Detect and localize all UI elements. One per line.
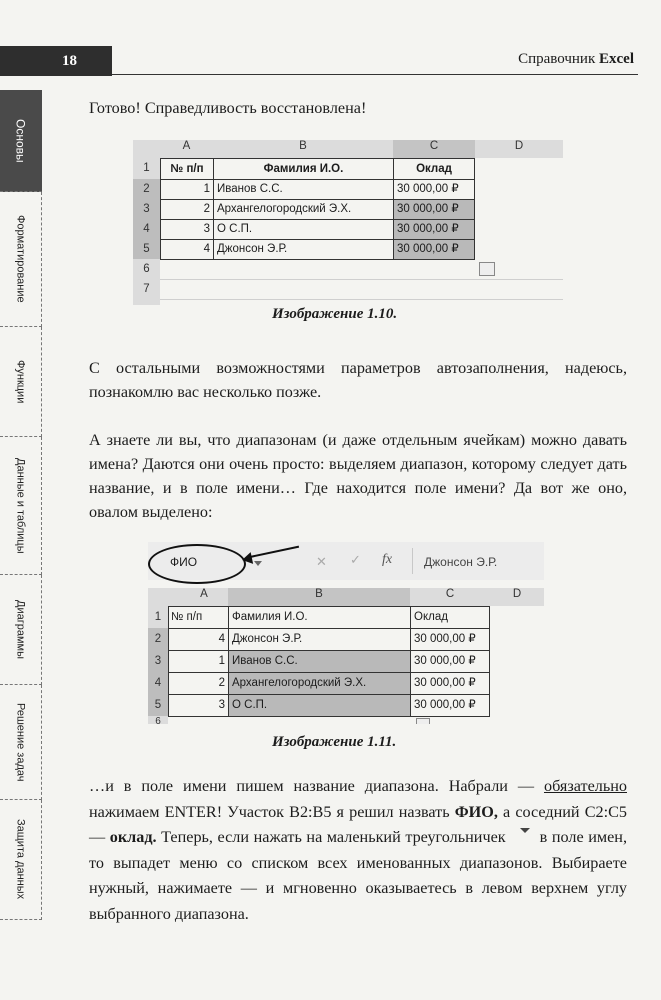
table-cell: Джонсон Э.Р. — [228, 628, 411, 651]
column-header: B — [213, 140, 393, 158]
table-cell: 30 000,00 ₽ — [393, 239, 475, 260]
tab-charts — [0, 575, 42, 685]
page-number: 18 — [62, 53, 77, 69]
table-header-cell: Фамилия И.О. — [228, 606, 411, 629]
column-header: C — [393, 140, 475, 158]
tab-label: Основы — [13, 118, 28, 163]
table-cell: О С.П. — [228, 694, 411, 717]
tab-label: Функции — [14, 359, 27, 404]
table-cell: 30 000,00 ₽ — [410, 628, 490, 651]
table-cell: 2 — [160, 199, 214, 220]
arrow-head-icon — [241, 552, 253, 566]
dropdown-triangle-icon — [520, 828, 530, 833]
row-header: 2 — [133, 179, 160, 199]
running-title-bold: Excel — [599, 51, 634, 67]
table-cell: 30 000,00 ₽ — [393, 179, 475, 200]
para4-bold: ФИО, — [454, 802, 498, 821]
tab-solving — [0, 685, 42, 800]
autofill-options-icon[interactable] — [479, 262, 495, 276]
table-cell: 2 — [168, 672, 229, 695]
paragraph-4 — [89, 774, 627, 927]
table-cell: 30 000,00 ₽ — [393, 199, 475, 220]
para4-text: в поле имен, то выпадет меню со списком всех именованных диапазонов. Выбираете нужный, нажимаете — и мгновенно оказываетесь в левом верхнем углу выбранного диапазона. — [89, 828, 628, 923]
para4-bold: оклад. — [109, 828, 157, 846]
tab-protection — [0, 800, 42, 920]
figure-2-caption: Изображение 1.11. — [272, 734, 397, 750]
cancel-icon[interactable]: ✕ — [316, 554, 327, 569]
table-header-cell: Оклад — [410, 606, 490, 629]
row-header: 4 — [148, 672, 168, 694]
tab-label: Решение задач — [14, 702, 27, 782]
running-title — [518, 51, 634, 68]
table-cell: Иванов С.С. — [228, 650, 411, 673]
row-header: 1 — [148, 606, 168, 628]
row-header-partial — [133, 299, 160, 305]
excel-figure-1 — [133, 140, 563, 305]
row-header: 6 — [133, 259, 160, 279]
column-header: D — [475, 140, 563, 158]
tab-functions — [0, 327, 42, 437]
table-cell: Иванов С.С. — [213, 179, 394, 200]
formula-input[interactable]: Джонсон Э.Р. — [424, 555, 498, 569]
table-cell: 30 000,00 ₽ — [410, 650, 490, 673]
autofill-options-icon[interactable] — [416, 718, 430, 724]
paragraph-1: Готово! Справедливость восстановлена! — [89, 99, 367, 117]
confirm-icon[interactable]: ✓ — [350, 552, 361, 567]
grid-line — [160, 279, 563, 280]
table-header-cell: № п/п — [168, 606, 229, 629]
name-box-dropdown-icon[interactable] — [254, 561, 262, 566]
table-cell: О С.П. — [213, 219, 394, 240]
table-cell: Архангелогородский Э.Х. — [213, 199, 394, 220]
fx-icon[interactable]: fx — [382, 552, 393, 567]
formula-separator — [412, 548, 413, 574]
table-cell: 1 — [168, 650, 229, 673]
para4-text: Теперь, если нажать на маленький треугольничек — [156, 828, 506, 846]
column-header: A — [180, 588, 228, 606]
table-header-cell: Фамилия И.О. — [213, 158, 394, 180]
tab-label: Защита данных — [14, 819, 27, 900]
table-cell: 1 — [160, 179, 214, 200]
paragraph-3: А знаете ли вы, что диапазонам (и даже отдельным ячейкам) можно давать имена? Даются они очень просто: выделяем диапазон, которому следует дать название, и в поле имени… Где находится поле имени? Да вот же оно, овалом выделено: — [89, 431, 627, 521]
row-header: 3 — [148, 650, 168, 672]
name-box[interactable]: ФИО — [170, 555, 198, 569]
row-header: 5 — [148, 694, 168, 716]
tab-data-tables — [0, 437, 42, 575]
corner-cell — [148, 588, 180, 606]
row-header: 2 — [148, 628, 168, 650]
table-cell: 3 — [160, 219, 214, 240]
tab-label: Данные и таблицы — [14, 457, 27, 554]
row-header: 7 — [133, 279, 160, 299]
table-cell: 3 — [168, 694, 229, 717]
row-header: 6 — [148, 716, 168, 724]
column-header: A — [160, 140, 213, 158]
tab-formatting — [0, 192, 42, 327]
para4-text: нажимаем ENTER! Участок B2:B5 я решил назвать — [89, 802, 455, 821]
figure-1-caption: Изображение 1.10. — [272, 306, 398, 322]
row-header: 5 — [133, 239, 160, 259]
row-header: 4 — [133, 219, 160, 239]
para4-underlined: обязательно — [543, 777, 627, 795]
tab-osnovy — [0, 90, 42, 192]
page-number-bar — [0, 46, 112, 76]
para4-text: а соседний C2:C5 — — [89, 802, 627, 846]
tab-label: Форматирование — [14, 215, 27, 303]
paragraph-2: С остальными возможностями параметров автозаполнения, надеюсь, познакомлю вас несколько позже. — [89, 359, 627, 401]
tab-label: Диаграммы — [14, 600, 27, 659]
highlight-oval — [148, 544, 246, 584]
para4-text: …и в поле имени пишем название диапазона. Набрали — — [89, 777, 544, 795]
table-cell: Архангелогородский Э.Х. — [228, 672, 411, 695]
table-cell: 30 000,00 ₽ — [410, 694, 490, 717]
table-cell: 30 000,00 ₽ — [410, 672, 490, 695]
column-header: C — [410, 588, 490, 606]
column-header: D — [490, 588, 544, 606]
row-header: 3 — [133, 199, 160, 219]
grid-line — [160, 299, 563, 300]
table-header-cell: Оклад — [393, 158, 475, 180]
row-header: 1 — [133, 158, 160, 179]
table-cell: Джонсон Э.Р. — [213, 239, 394, 260]
table-cell: 4 — [168, 628, 229, 651]
running-title-text: Справочник — [518, 51, 599, 67]
table-cell: 30 000,00 ₽ — [393, 219, 475, 240]
corner-cell — [133, 140, 160, 158]
table-header-cell: № п/п — [160, 158, 214, 180]
header-rule — [112, 74, 638, 75]
table-cell: 4 — [160, 239, 214, 260]
column-header: B — [228, 588, 410, 606]
